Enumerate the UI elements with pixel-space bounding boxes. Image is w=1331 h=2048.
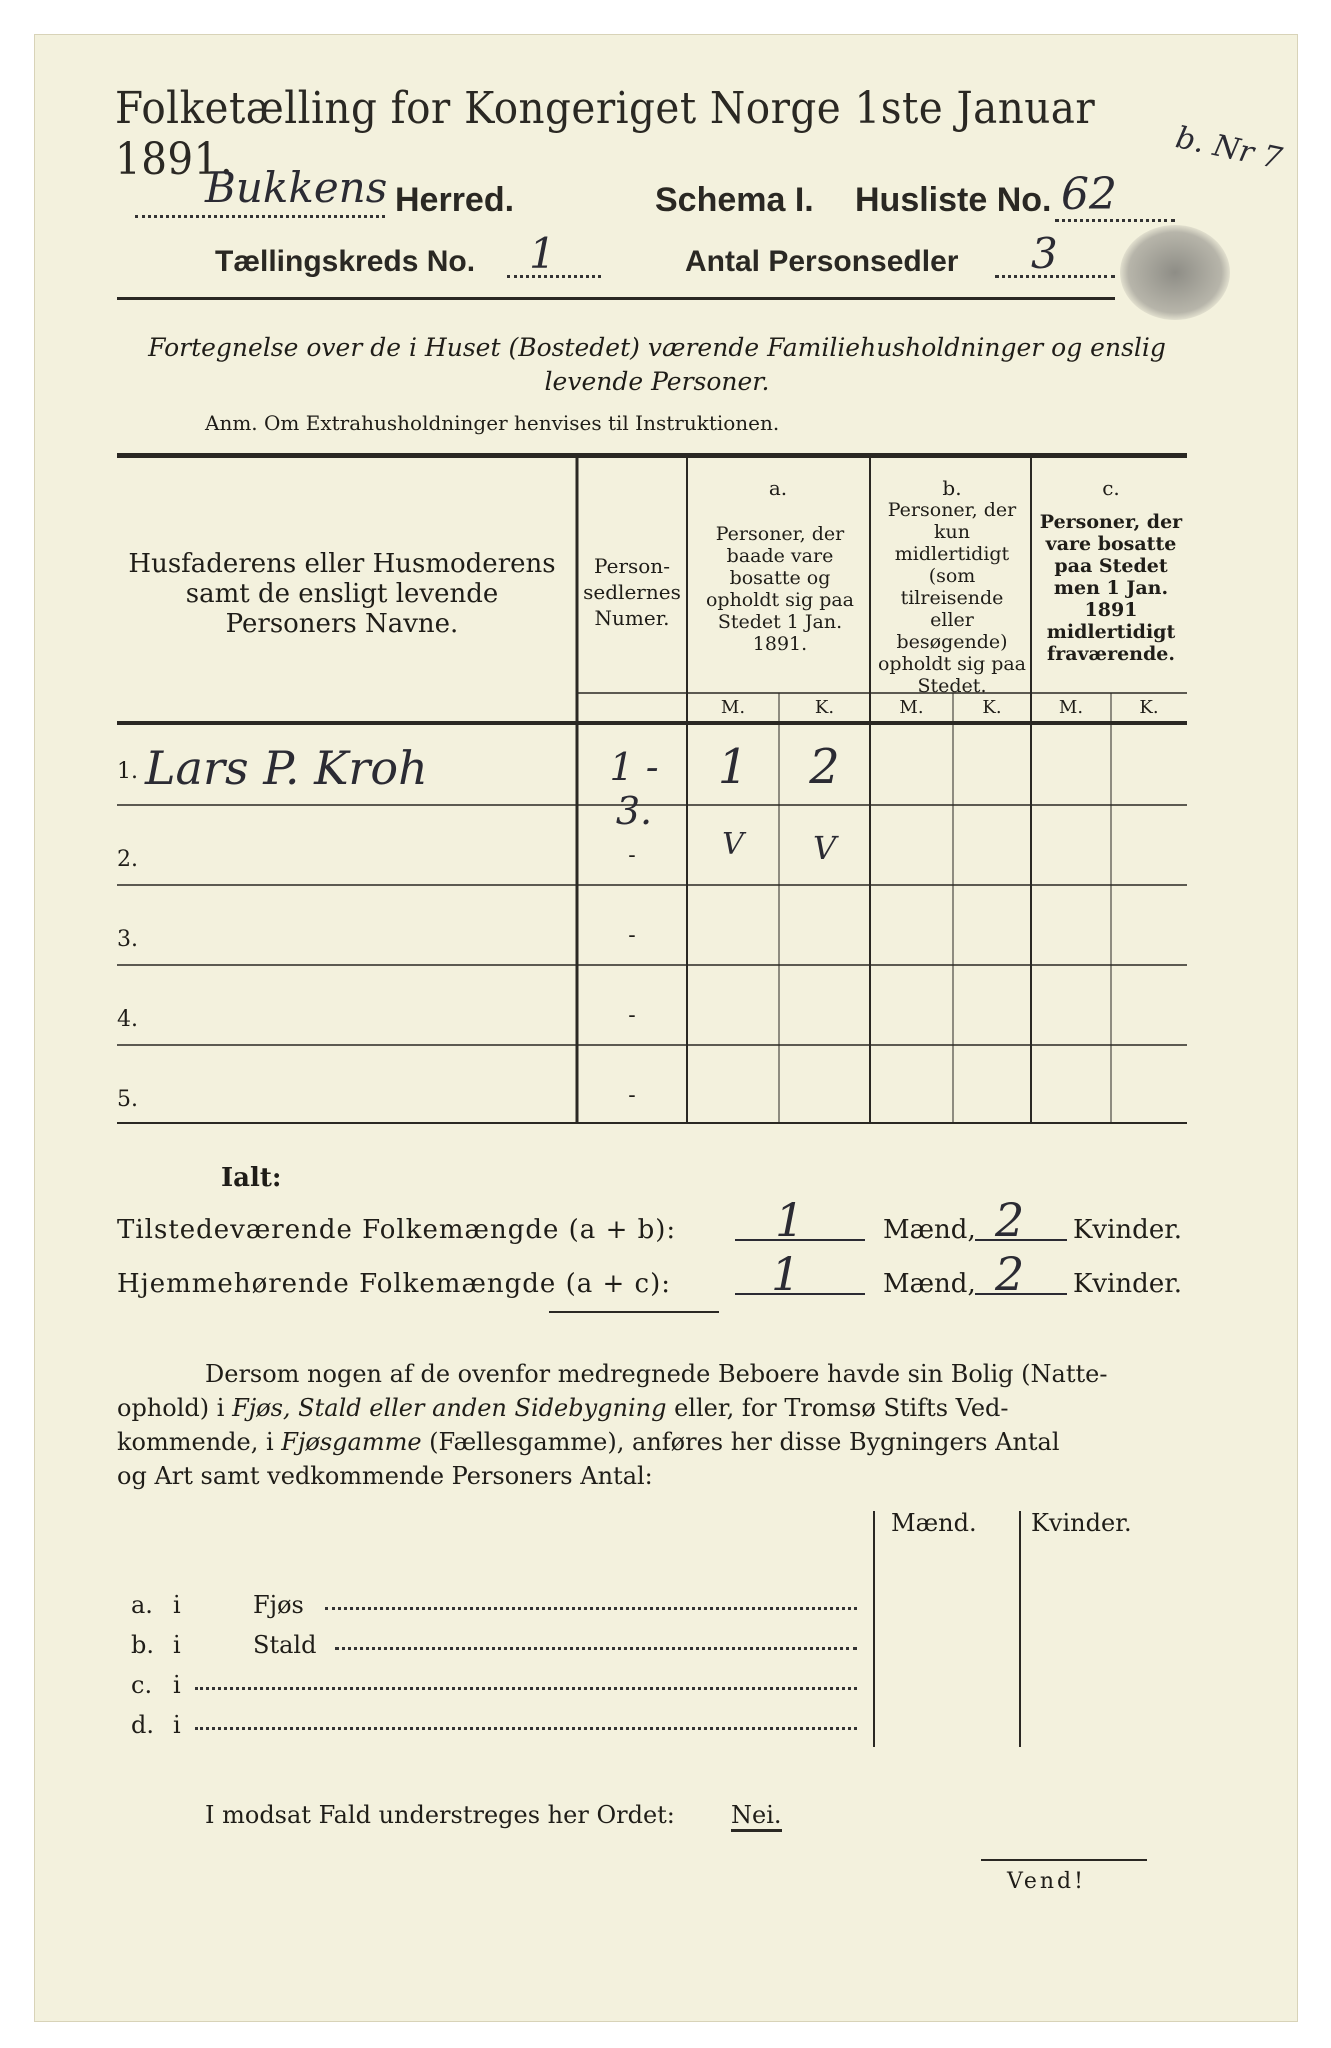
household-table	[117, 453, 1187, 1127]
row-2-numer: -	[628, 843, 636, 868]
vend-text: Vend!	[1007, 1869, 1086, 1894]
schema-label: Schema I.	[655, 181, 814, 219]
row-3-numer: -	[628, 923, 636, 948]
col-a-m: M.	[720, 697, 746, 718]
hjemme-maend: Mænd,	[883, 1269, 976, 1299]
row-1-name: Lars P. Kroh	[145, 741, 428, 795]
col-b-k: K.	[982, 697, 1002, 718]
row-1-numer: 1 - 3.	[609, 745, 659, 833]
hjemme-m-value: 1	[771, 1247, 801, 1301]
tilstede-k-field	[975, 1193, 1067, 1247]
col-c-m: M.	[1058, 697, 1084, 718]
tilstede-m-field	[735, 1193, 865, 1247]
col-c-k: K.	[1139, 697, 1159, 718]
row-2-a-m: V	[722, 827, 744, 862]
row-5-numer: -	[628, 1083, 636, 1108]
building-c-dots	[195, 1687, 857, 1690]
row-1-a-k: 2	[809, 739, 840, 795]
subtitle: Fortegnelse over de i Huset (Bostedet) værende Familiehusholdninger og enslig levende Personer.	[148, 333, 1166, 396]
taellingskreds-value: 1	[529, 229, 556, 278]
building-b-letter: b.	[131, 1631, 154, 1659]
hjemme-k-value: 2	[995, 1247, 1025, 1301]
herred-value: Bukkens	[205, 163, 388, 212]
ink-blot	[1120, 225, 1230, 320]
row-4-number: 4.	[117, 1007, 138, 1032]
building-b-dots	[335, 1647, 857, 1650]
building-c-letter: c.	[131, 1671, 153, 1699]
para-line-3a: kommende, i	[117, 1428, 282, 1456]
para-line-2	[117, 1391, 1187, 1425]
taellingskreds-field	[507, 229, 601, 278]
para-line-3c: (Fællesgamme), anføres her disse Bygningers Antal	[421, 1428, 1060, 1456]
para-line-2a: ophold) i	[117, 1394, 233, 1422]
antal-value: 3	[1031, 229, 1058, 278]
para-line-1: Dersom nogen af de ovenfor medregnede Beboere havde sin Bolig (Natte-	[205, 1360, 1108, 1388]
para-line-2c: eller, for Tromsø Stifts Ved-	[666, 1394, 1009, 1422]
herred-field	[135, 163, 388, 218]
building-d-dots	[195, 1727, 857, 1730]
hjemme-label: Hjemmehørende Folkemængde (a + c):	[117, 1269, 671, 1299]
row-2-a-k: V	[812, 829, 837, 867]
divider	[549, 1311, 719, 1313]
tilstede-label: Tilstedeværende Folkemængde (a + b):	[117, 1215, 677, 1245]
col-a-header: Personer, der baade vare bosatte og opholdt sig paa Stedet 1 Jan. 1891.	[705, 523, 855, 655]
building-b-label: Stald	[253, 1631, 317, 1659]
instruction-paragraph	[117, 1357, 1187, 1493]
tilstede-maend: Mænd,	[883, 1215, 976, 1245]
building-a-dots	[325, 1607, 857, 1610]
row-4-numer: -	[628, 1003, 636, 1028]
header-separator	[117, 297, 1115, 300]
husliste-field	[1055, 169, 1175, 222]
col-c-header: Personer, der vare bosatte paa Stedet men 1 Jan. 1891 midlertidigt fraværende.	[1039, 511, 1183, 665]
para-line-2b: Fjøs, Stald eller anden Sidebygning	[232, 1394, 667, 1422]
building-b-i: i	[173, 1631, 181, 1659]
row-3-number: 3.	[117, 927, 138, 952]
ialt-label: Ialt:	[221, 1163, 282, 1193]
buildings-col-line-2	[1019, 1511, 1021, 1747]
para-line-3	[117, 1425, 1187, 1459]
nei-word: Nei.	[731, 1801, 782, 1832]
para-line-3b: Fjøsgamme	[281, 1428, 422, 1456]
buildings-maend-header: Mænd.	[891, 1509, 977, 1537]
hjemme-m-field	[735, 1247, 865, 1301]
husliste-note: b. Nr 7	[1172, 120, 1285, 177]
col-b-m: M.	[899, 697, 924, 718]
col-a-letter: a.	[768, 476, 788, 500]
row-2-number: 2.	[117, 847, 138, 872]
antal-field	[995, 229, 1115, 278]
hjemme-k-field	[975, 1247, 1067, 1301]
row-5-number: 5.	[117, 1087, 138, 1112]
husliste-label: Husliste No.	[855, 181, 1052, 219]
modsat-text: I modsat Fald understreges her Ordet:	[205, 1801, 675, 1829]
col-numer-header: Person-sedlernes Numer.	[583, 554, 681, 630]
building-a-i: i	[173, 1591, 181, 1619]
building-d-letter: d.	[131, 1711, 154, 1739]
tilstede-kvinder: Kvinder.	[1073, 1215, 1183, 1245]
hjemme-kvinder: Kvinder.	[1073, 1269, 1183, 1299]
building-a-label: Fjøs	[253, 1591, 304, 1619]
building-c-i: i	[173, 1671, 181, 1699]
buildings-kvinder-header: Kvinder.	[1031, 1509, 1132, 1537]
anm-note: Anm. Om Extrahusholdninger henvises til Instruktionen.	[205, 411, 780, 435]
antal-label: Antal Personsedler	[685, 245, 959, 278]
para-line-4: og Art samt vedkommende Personers Antal:	[117, 1462, 653, 1490]
col-b-header: Personer, der kun midlertidigt (som tilreisende eller besøgende) opholdt sig paa Stedet.	[877, 499, 1027, 697]
tilstede-k-value: 2	[995, 1193, 1025, 1247]
taellingskreds-label: Tællingskreds No.	[215, 245, 476, 278]
col-c-letter: c.	[1102, 476, 1120, 500]
vend-rule	[981, 1859, 1147, 1861]
buildings-col-line-1	[873, 1511, 875, 1747]
col-a-k: K.	[814, 697, 835, 718]
col-b-letter: b.	[942, 476, 962, 500]
tilstede-m-value: 1	[775, 1193, 805, 1247]
herred-label: Herred.	[395, 181, 515, 219]
building-d-i: i	[173, 1711, 181, 1739]
husliste-value: 62	[1061, 169, 1117, 220]
col-names-header: Husfaderens eller Husmoderens samt de ensligt levende Personers Navne.	[128, 549, 556, 639]
form-title: Folketælling for Kongeriget Norge 1ste Januar 1891.	[115, 83, 1096, 185]
row-1-number: 1.	[117, 759, 138, 784]
row-1-a-m: 1	[717, 739, 749, 795]
building-a-letter: a.	[131, 1591, 153, 1619]
census-form-page	[34, 34, 1298, 2022]
